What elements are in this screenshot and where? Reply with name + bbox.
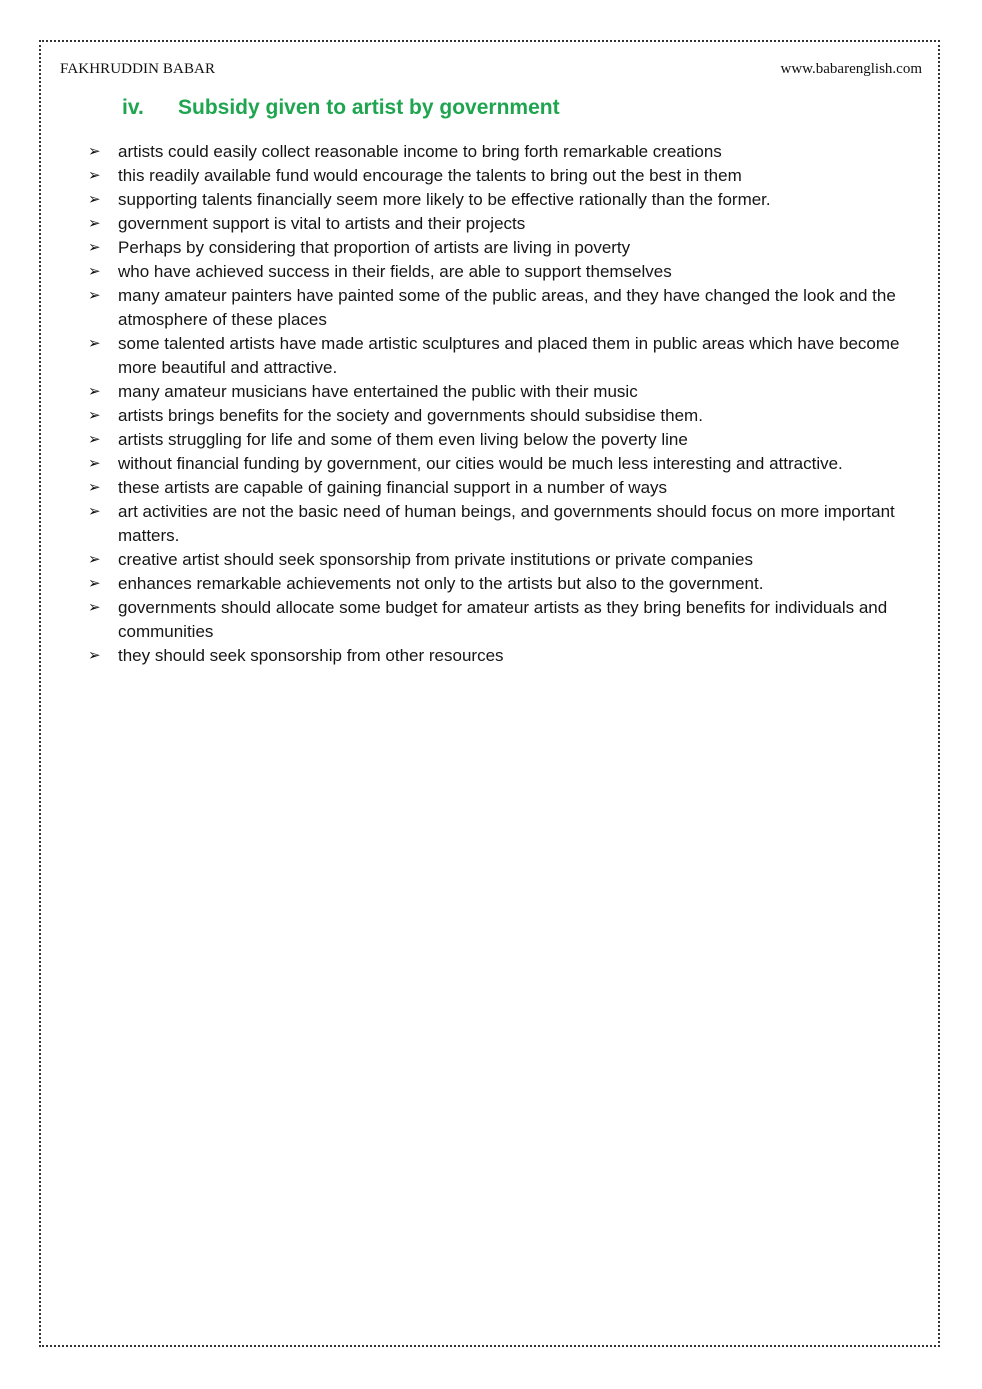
list-item — [88, 404, 928, 428]
arrow-bullet-icon: ➢ — [88, 455, 101, 472]
list-item-text: artists could easily collect reasonable income to bring forth remarkable creations — [118, 142, 722, 161]
section-heading — [122, 96, 560, 120]
list-item — [88, 380, 928, 404]
list-item — [88, 164, 928, 188]
list-item — [88, 428, 928, 452]
list-item-text: artists brings benefits for the society and governments should subsidise them. — [118, 406, 703, 425]
list-item-text: these artists are capable of gaining financial support in a number of ways — [118, 478, 668, 497]
arrow-bullet-icon: ➢ — [88, 383, 101, 400]
section-title: Subsidy given to artist by government — [178, 96, 560, 119]
list-item-text: enhances remarkable achievements not only to the artists but also to the government. — [118, 574, 764, 593]
arrow-bullet-icon: ➢ — [88, 263, 101, 280]
arrow-bullet-icon: ➢ — [88, 407, 101, 424]
list-item-text: government support is vital to artists and their projects — [118, 214, 526, 233]
arrow-bullet-icon: ➢ — [88, 647, 101, 664]
arrow-bullet-icon: ➢ — [88, 479, 101, 496]
arrow-bullet-icon: ➢ — [88, 599, 101, 616]
list-item-text: creative artist should seek sponsorship from private institutions or private companies — [118, 550, 753, 569]
list-item — [88, 188, 928, 212]
header-author: FAKHRUDDIN BABAR — [60, 61, 216, 77]
list-item — [88, 572, 928, 596]
list-item-text: some talented artists have made artistic sculptures and placed them in public areas which have become more beautiful and attractive. — [118, 334, 900, 377]
arrow-bullet-icon: ➢ — [88, 551, 101, 568]
arrow-bullet-icon: ➢ — [88, 143, 101, 160]
list-item — [88, 476, 928, 500]
list-item-text: governments should allocate some budget for amateur artists as they bring benefits for individuals and communities — [118, 598, 888, 641]
list-item-text: art activities are not the basic need of human beings, and governments should focus on more important matters. — [118, 502, 895, 545]
list-item-text: artists struggling for life and some of them even living below the poverty line — [118, 430, 688, 449]
list-item — [88, 452, 928, 476]
list-item — [88, 260, 928, 284]
arrow-bullet-icon: ➢ — [88, 215, 101, 232]
list-item — [88, 596, 928, 644]
list-item-text: supporting talents financially seem more likely to be effective rationally than the former. — [118, 190, 771, 209]
section-number: iv. — [122, 96, 144, 119]
list-item — [88, 332, 928, 380]
list-item — [88, 548, 928, 572]
list-item-text: who have achieved success in their fields, are able to support themselves — [118, 262, 672, 281]
list-item — [88, 284, 928, 332]
header-website: www.babarenglish.com — [780, 61, 922, 77]
arrow-bullet-icon: ➢ — [88, 335, 101, 352]
list-item-text: many amateur musicians have entertained the public with their music — [118, 382, 638, 401]
arrow-bullet-icon: ➢ — [88, 431, 101, 448]
arrow-bullet-icon: ➢ — [88, 503, 101, 520]
list-item — [88, 644, 928, 668]
list-item — [88, 212, 928, 236]
arrow-bullet-icon: ➢ — [88, 575, 101, 592]
list-item-text: without financial funding by government, our cities would be much less interesting and attractive. — [118, 454, 843, 473]
list-item — [88, 140, 928, 164]
bullet-list — [88, 140, 928, 668]
list-item-text: this readily available fund would encourage the talents to bring out the best in them — [118, 166, 742, 185]
arrow-bullet-icon: ➢ — [88, 287, 101, 304]
arrow-bullet-icon: ➢ — [88, 239, 101, 256]
list-item — [88, 236, 928, 260]
arrow-bullet-icon: ➢ — [88, 191, 101, 208]
arrow-bullet-icon: ➢ — [88, 167, 101, 184]
list-item-text: Perhaps by considering that proportion of artists are living in poverty — [118, 238, 631, 257]
list-item-text: they should seek sponsorship from other resources — [118, 646, 504, 665]
list-item — [88, 500, 928, 548]
list-item-text: many amateur painters have painted some of the public areas, and they have changed the look and the atmosphere of these places — [118, 286, 896, 329]
